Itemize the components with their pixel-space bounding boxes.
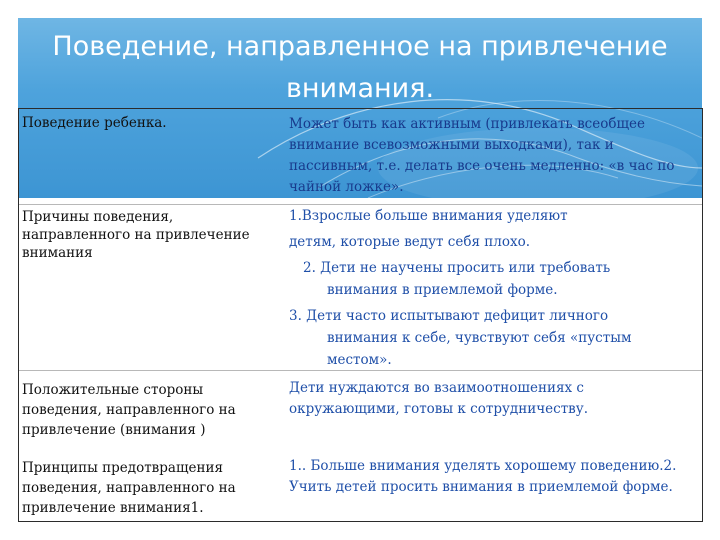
table-row	[19, 370, 702, 452]
row-label: Положительные стороны поведения, направленного на привлечение (внимания )	[22, 382, 236, 438]
row-content-paragraph: Дети нуждаются во взаимоотношениях с окружающими, готовы к сотрудничеству.	[289, 380, 588, 417]
page-title-line-2: внимания.	[285, 73, 435, 104]
info-table	[18, 108, 703, 522]
row-content	[289, 205, 681, 371]
row-label: Поведение ребенка.	[22, 115, 167, 131]
row-content-paragraph: детям, которые ведут себя плохо.	[289, 234, 531, 250]
row-content-paragraph: 2. Дети не научены просить или требовать внимания в приемлемой форме.	[303, 260, 611, 298]
row-content-paragraph: 1.Взрослые больше внимания уделяют	[289, 208, 568, 224]
row-label: Принципы предотвращения поведения, направленного на привлечение внимания1.	[22, 460, 236, 516]
table-row	[19, 452, 702, 522]
row-content	[289, 114, 681, 198]
table-row	[19, 204, 702, 370]
row-content-paragraph: 1.. Больше внимания уделять хорошему поведению.2. Учить детей просить внимания в приемлемой форме.	[289, 458, 677, 495]
row-content	[289, 378, 681, 420]
table-row	[19, 109, 702, 204]
page-title	[18, 26, 702, 110]
row-content	[289, 456, 681, 498]
row-label: Причины поведения, направленного на привлечение внимания	[22, 209, 250, 261]
row-content-paragraph: 3. Дети часто испытывают дефицит личного внимания к себе, чувствуют себя «пустым местом».	[289, 308, 632, 368]
page-title-line-1: Поведение, направленное на привлечение	[52, 31, 668, 62]
row-content-paragraph: Может быть как активным (привлекать всеобщее внимание всевозможными выходками), так и пассивным, т.е. делать все очень медленно: «в час по чайной ложке».	[289, 116, 675, 195]
